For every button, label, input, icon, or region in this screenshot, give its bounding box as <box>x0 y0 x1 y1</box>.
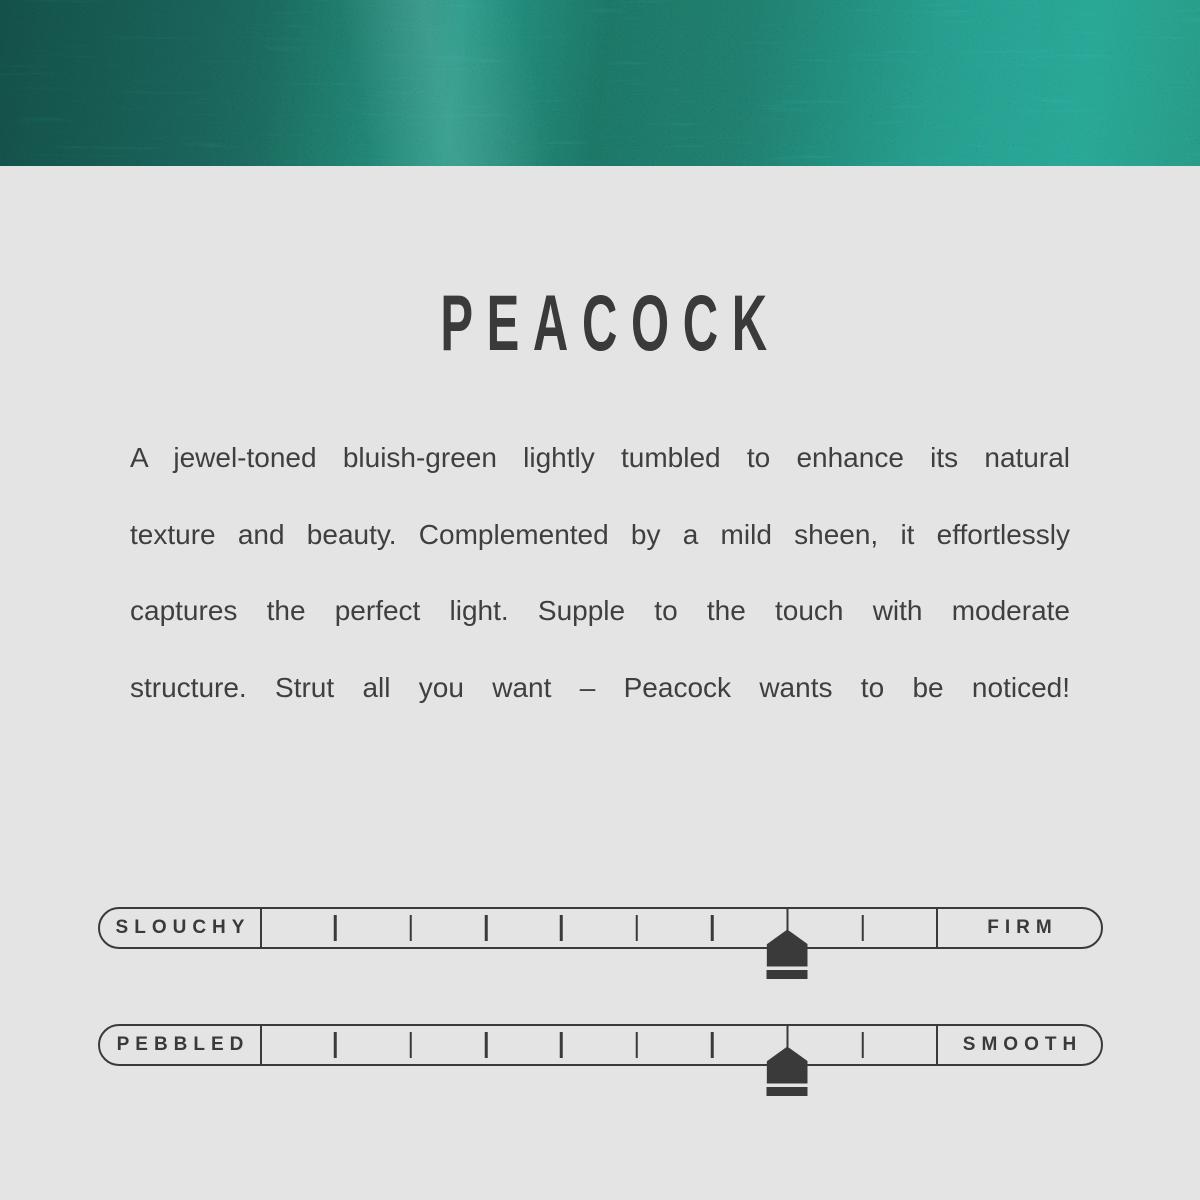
scale-track <box>260 907 938 950</box>
scale-tick <box>560 1032 563 1058</box>
scale-tick <box>560 915 563 941</box>
title-row <box>0 272 1200 372</box>
scale-label-slouchy: SLOUCHY <box>100 909 262 947</box>
scale-tick <box>485 1032 488 1058</box>
color-description <box>130 420 1070 726</box>
description-line: captures the perfect light. Supple to the touch with moderate <box>130 595 1070 627</box>
description-line: structure. Strut all you want – Peacock wants to be noticed! <box>130 671 1070 703</box>
texture-scale <box>98 1024 1103 1066</box>
scale-tick <box>711 915 714 941</box>
scale-track <box>260 1024 938 1067</box>
scale-tick <box>635 915 638 941</box>
scale-tick <box>409 1032 412 1058</box>
scale-tick <box>334 1032 337 1058</box>
color-name-title: PEACOCK <box>440 277 782 367</box>
leather-texture-banner <box>0 0 1200 166</box>
scale-tick <box>409 915 412 941</box>
scale-tick <box>635 1032 638 1058</box>
scale-marker-nib <box>767 1024 808 1097</box>
description-line: A jewel-toned bluish-green lightly tumbled to enhance its natural <box>130 442 1070 473</box>
scale-tick <box>334 915 337 941</box>
leather-streak-texture <box>0 0 1200 166</box>
structure-scale <box>98 907 1103 949</box>
scale-tick <box>861 1032 864 1058</box>
description-line: texture and beauty. Complemented by a mild sheen, it effortlessly <box>130 518 1070 550</box>
scale-label-firm: FIRM <box>936 909 1101 947</box>
scale-marker-nib <box>767 907 808 980</box>
scale-label-smooth: SMOOTH <box>936 1026 1101 1064</box>
scale-tick <box>861 915 864 941</box>
scale-tick <box>711 1032 714 1058</box>
scale-tick <box>485 915 488 941</box>
scale-label-pebbled: PEBBLED <box>100 1026 262 1064</box>
